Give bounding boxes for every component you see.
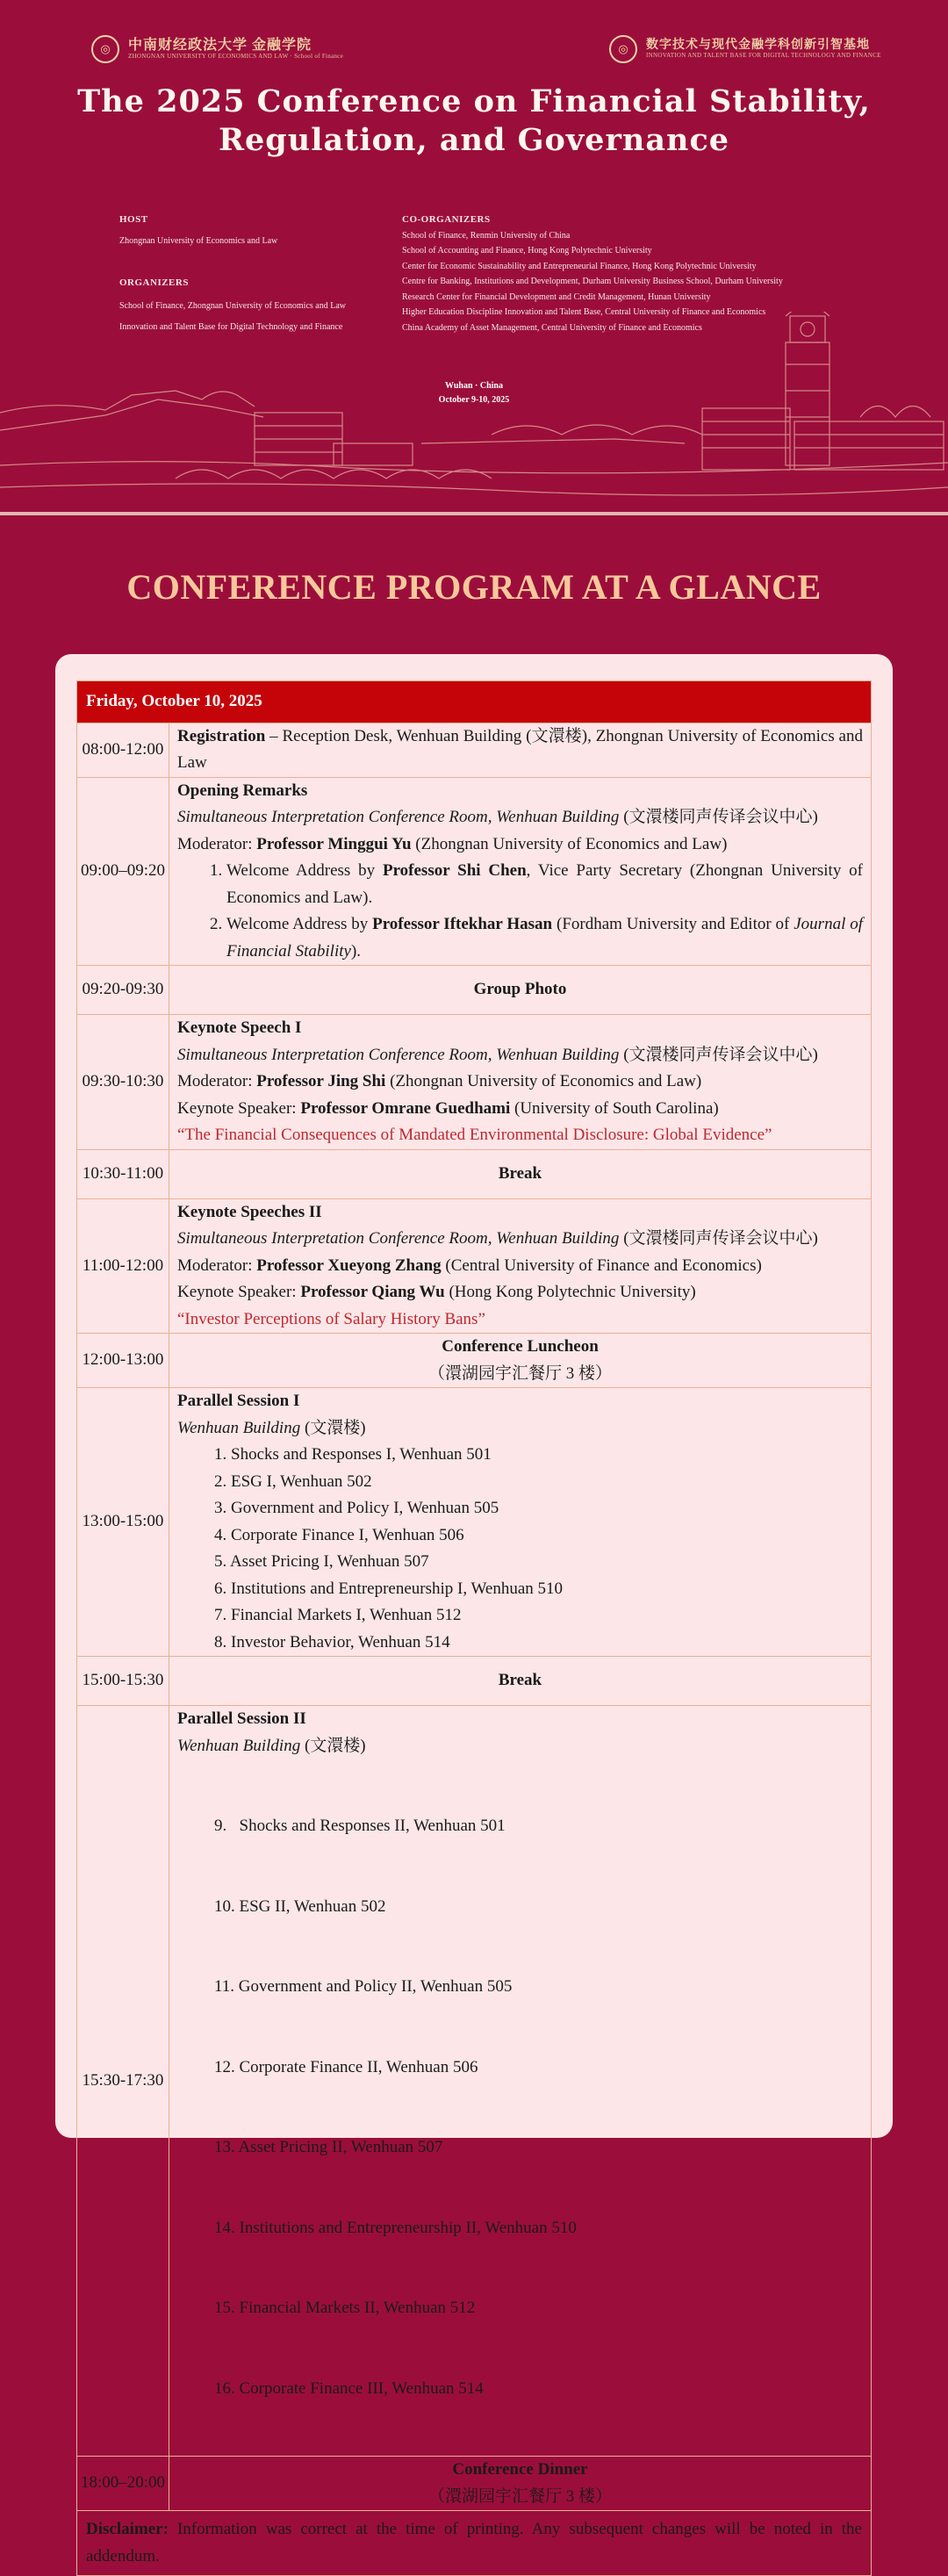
disclaimer-label: Disclaimer: [86,2520,169,2538]
table-row [77,1149,872,1198]
coorganizer-item: Center for Economic Sustainability and Entrepreneurial Finance, Hong Kong Polytechnic University [402,261,757,271]
welcome-list [177,858,863,965]
venue: Wenhuan Building [177,1736,301,1755]
speaker-name: Professor Omrane Guedhami [300,1098,511,1118]
venue: Simultaneous Interpretation Conference Room, Wenhuan Building [177,1045,620,1064]
coorganizer-item: Research Center for Financial Development and Credit Management, Hunan University [402,291,711,302]
moderator-affiliation: (Zhongnan University of Economics and Law) [411,834,728,853]
speaker-name: Professor Qiang Wu [300,1283,445,1301]
time-cell: 10:30-11:00 [77,1149,169,1198]
session-item: 8. Investor Behavior, Wenhuan 514 [214,1632,450,1651]
venue-cn: （澴湖园宇汇餐厅 3 楼） [427,1364,612,1383]
program-table [76,680,872,2576]
session-item: 5. Asset Pricing I, Wenhuan 507 [214,1552,429,1571]
session-item: 4. Corporate Finance I, Wenhuan 506 [214,1525,464,1544]
table-row [77,966,872,1015]
time-cell: 09:30-10:30 [77,1015,169,1150]
organizer-item: Innovation and Talent Base for Digital Technology and Finance [119,322,343,332]
program-heading: CONFERENCE PROGRAM AT A GLANCE [126,567,822,607]
time-cell: 11:00-12:00 [77,1198,169,1334]
event-title: Break [169,1149,872,1198]
location: Wuhan · China [445,381,503,391]
welcome-item: 1. Welcome Address by Professor Shi Chen, Vice Party Secretary (Zhongnan University of Economics and Law). [226,858,863,911]
event-title: Break [169,1657,872,1706]
session-item: 15. Financial Markets II, Wenhuan 512 [214,2299,476,2317]
session-item: 7. Financial Markets I, Wenhuan 512 [214,1606,462,1624]
table-row [77,2457,872,2511]
time-cell: 12:00-13:00 [77,1334,169,1388]
session-item: 1. Shocks and Responses I, Wenhuan 501 [214,1445,492,1464]
host-name: Zhongnan University of Economics and Law [119,235,278,246]
coorganizer-item: Centre for Banking, Institutions and Development, Durham University Business School, Durham University [402,277,783,286]
moderator-name: Professor Jing Shi [256,1072,386,1090]
time-cell: 15:00-15:30 [77,1657,169,1706]
event-title: Parallel Session I [177,1392,300,1410]
session-item: 14. Institutions and Entrepreneurship II, Wenhuan 510 [214,2218,577,2237]
logo-right-cn: 数字技术与现代金融学科创新引智基地 [646,39,870,53]
time-cell: 13:00-15:00 [77,1388,169,1657]
event-title: Conference Dinner [452,2460,588,2479]
host-block [119,212,400,248]
event-title: Keynote Speech I [177,1018,302,1037]
session-item: 9. Shocks and Responses II, Wenhuan 501 [214,1817,506,1835]
time-cell: 15:30-17:30 [77,1706,169,2457]
session-list [177,1759,863,2456]
session-item: 2. ESG I, Wenhuan 502 [214,1471,372,1491]
organizer-item: School of Finance, Zhongnan University of Economics and Law [119,300,346,311]
logo-left-en: ZHONGNAN UNIVERSITY OF ECONOMICS AND LAW · School of Finance [128,52,344,60]
coorganizer-item: School of Accounting and Finance, Hong Kong Polytechnic University [402,246,652,255]
table-row [77,723,872,777]
session-item: 3. Government and Policy I, Wenhuan 505 [214,1499,499,1517]
session-item: 11. Government and Policy II, Wenhuan 505 [214,1977,513,1996]
event-title: Group Photo [169,966,872,1015]
organizers-label: ORGANIZERS [119,277,189,288]
university-seal-icon: ◎ [91,35,119,63]
day-header: Friday, October 10, 2025 [77,681,872,723]
talk-title: “The Financial Consequences of Mandated Environmental Disclosure: Global Evidence” [177,1126,772,1144]
event-title: Opening Remarks [177,781,308,800]
moderator-label: Moderator: [177,834,257,853]
venue-cn: (文澴楼同声传译会议中心) [619,1045,818,1064]
talk-title: “Investor Perceptions of Salary History Bans” [177,1309,485,1328]
event-title: Keynote Speeches II [177,1202,322,1221]
logo-left-cn: 中南财经政法大学 金融学院 [128,38,312,54]
venue-cn: (文澴楼同声传译会议中心) [619,1229,818,1248]
session-list [177,1442,863,1656]
venue: Simultaneous Interpretation Conference Room, Wenhuan Building [177,1229,620,1248]
time-cell: 09:00–09:20 [77,777,169,966]
moderator-name: Professor Minggui Yu [256,834,412,853]
table-row [77,1198,872,1334]
table-row [77,1657,872,1706]
session-item: 16. Corporate Finance III, Wenhuan 514 [214,2378,484,2398]
event-cell: Keynote Speeches II Simultaneous Interpretation Conference Room, Wenhuan Building (文澴楼同声传译会议中心) Moderator: Professor Xueyong Zhang (Central University of Finance and Economics) Keynote Speaker: Professor Qiang Wu (Hong Kong Polytechnic University) “Investor Perceptions of Salary History Bans” [169,1198,872,1334]
program-card [55,654,893,2565]
event-cell [169,723,872,777]
coorganizer-item: School of Finance, Renmin University of China [402,230,571,241]
venue: Wenhuan Building [177,1418,301,1437]
event-title: Registration [177,726,266,745]
venue: Simultaneous Interpretation Conference Room, Wenhuan Building [177,808,620,826]
event-title: Parallel Session II [177,1709,306,1728]
time-cell: 09:20-09:30 [77,966,169,1015]
disclaimer-text: Information was correct at the time of printing. Any subsequent changes will be noted in the addendum. [86,2520,862,2565]
table-row [77,1015,872,1150]
event-title: Conference Luncheon [442,1337,599,1356]
time-cell: 18:00–20:00 [77,2457,169,2511]
conference-banner [0,0,948,518]
event-cell [169,777,872,966]
title-line-1: The 2025 Conference on Financial Stability, [77,83,871,119]
host-label: HOST [119,214,148,225]
session-item: 12. Corporate Finance II, Wenhuan 506 [214,2057,478,2076]
venue-cn: （澴湖园宇汇餐厅 3 楼） [427,2486,612,2506]
event-detail: – Reception Desk, Wenhuan Building (文澴楼), Zhongnan University of Economics and Law [177,726,863,772]
event-cell: Parallel Session I Wenhuan Building (文澴楼) 1. Shocks and Responses I, Wenhuan 501 2. ESG I, Wenhuan 502 3. Government and Policy I, Wenhuan 505 4. Corporate Finance I, Wenhuan 506 5. Asset Pricing I, Wenhuan 507 6. Institutions and Entrepreneurship I, Wenhuan 510 7. Financial Markets I, Wenhuan 512 8. Investor Behavior, Wenhuan 514 [169,1388,872,1657]
coorganizers-label: CO-ORGANIZERS [402,214,491,225]
table-row [77,1388,872,1657]
event-cell: Keynote Speech I Simultaneous Interpretation Conference Room, Wenhuan Building (文澴楼同声传译会议中心) Moderator: Professor Jing Shi (Zhongnan University of Economics and Law) Keynote Speaker: Professor Omrane Guedhami (University of South Carolina) “The Financial Consequences of Mandated Environmental Disclosure: Global Evidence” [169,1015,872,1150]
innovation-base-logo [609,35,881,63]
event-dates: October 9-10, 2025 [438,395,510,405]
disclaimer-row [77,2511,872,2576]
day-header-row [77,681,872,723]
conference-title [0,83,948,160]
title-line-2: Regulation, and Governance [218,122,730,158]
table-row [77,1706,872,2457]
table-row [77,777,872,966]
campus-skyline-illustration [0,312,948,518]
moderator-name: Professor Xueyong Zhang [256,1256,442,1275]
session-item: 6. Institutions and Entrepreneurship I, Wenhuan 510 [214,1579,564,1598]
session-item: 10. ESG II, Wenhuan 502 [214,1896,386,1916]
event-cell: Parallel Session II Wenhuan Building (文澴楼) 9. Shocks and Responses II, Wenhuan 501 10. ESG II, Wenhuan 502 11. Government and Policy II, Wenhuan 505 12. Corporate Finance II, Wenhuan 506 13. Asset Pricing II, Wenhuan 507 14. Institutions and Entrepreneurship II, Wenhuan 510 15. Financial Markets II, Wenhuan 512 16. Corporate Finance III, Wenhuan 514 [169,1706,872,2457]
znufe-finance-logo [91,35,343,63]
welcome-item: 2. Welcome Address by Professor Iftekhar Hasan (Fordham University and Editor of Journal of Financial Stability). [226,911,863,965]
coorganizer-item: Higher Education Discipline Innovation and Talent Base, Central University of Finance and Economics [402,307,766,317]
table-row [77,1334,872,1388]
event-cell [169,1334,872,1388]
event-cell [169,2457,872,2511]
innovation-seal-icon: ◎ [609,35,637,63]
coorganizer-item: China Academy of Asset Management, Central University of Finance and Economics [402,322,702,333]
disclaimer [77,2511,872,2576]
time-cell: 08:00-12:00 [77,723,169,777]
venue-cn: (文澴楼同声传译会议中心) [619,808,818,826]
session-item: 13. Asset Pricing II, Wenhuan 507 [214,2138,443,2156]
logo-right-en: INNOVATION AND TALENT BASE FOR DIGITAL TECHNOLOGY AND FINANCE [646,51,881,59]
